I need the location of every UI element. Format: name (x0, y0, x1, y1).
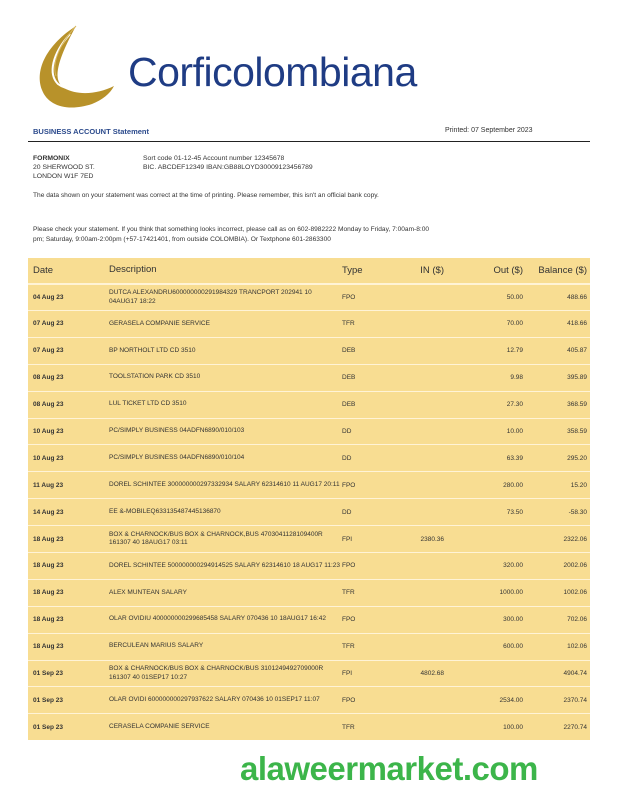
cell-description: OLAR OVIDI 600000000297937622 SALARY 070436 10 01SEP17 11:07 (109, 696, 320, 704)
cell-out: 300.00 (503, 616, 523, 624)
table-row (28, 364, 590, 391)
cell-description: ALEX MUNTEAN SALARY (109, 588, 187, 596)
cell-balance: 2370.74 (563, 696, 587, 704)
cell-out: 100.00 (503, 723, 523, 731)
table-row (28, 498, 590, 525)
table-row (28, 284, 590, 310)
swoosh-logo-icon (28, 24, 138, 114)
header-divider (28, 141, 590, 142)
cell-date: 08 Aug 23 (33, 374, 64, 382)
cell-balance: 368.59 (567, 401, 587, 409)
cell-in: 2380.36 (420, 535, 444, 543)
cell-type: FPO (342, 481, 356, 489)
cell-description: DUTCA ALEXANDRU600000000291984329 TRANCPORT 202941 10 04AUG17 18:22 (109, 289, 312, 305)
cell-type: FPO (342, 696, 356, 704)
table-row (28, 471, 590, 498)
cell-balance: 488.66 (567, 294, 587, 301)
cell-out: 50.00 (506, 294, 523, 301)
cell-date: 18 Aug 23 (33, 589, 64, 597)
cell-type: FPO (342, 616, 356, 624)
table-row (28, 444, 590, 471)
cell-type: DD (342, 454, 352, 462)
cell-date: 10 Aug 23 (33, 428, 64, 435)
transactions-table (28, 258, 590, 740)
account-address (33, 154, 95, 181)
cell-balance: 702.06 (567, 616, 587, 624)
cell-description: OLAR OVIDIU 400000000299685458 SALARY 070436 10 18AUG17 16:42 (109, 615, 326, 623)
table-row (28, 633, 590, 660)
cell-type: FPI (342, 535, 353, 543)
watermark-text: alaweermarket.com (240, 750, 538, 787)
cell-date: 18 Aug 23 (33, 643, 64, 651)
cell-type: DD (342, 428, 352, 435)
cell-out: 12.79 (506, 347, 523, 355)
cell-date: 18 Aug 23 (33, 535, 64, 543)
cell-type: DEB (342, 374, 356, 382)
cell-balance: 395.89 (567, 374, 587, 382)
table-row (28, 391, 590, 418)
cell-type: TFR (342, 589, 355, 597)
cell-balance: -58.30 (568, 508, 587, 516)
cell-type: FPO (342, 294, 356, 301)
cell-out: 9.98 (510, 374, 523, 382)
cell-balance: 4904.74 (563, 670, 587, 678)
cell-description: BOX & CHARNOCK/BUS BOX & CHARNOCK/BUS 3101249492709000R 161307 40 01SEP17 10:27 (109, 665, 324, 681)
table-row (28, 310, 590, 337)
table-row (28, 525, 590, 552)
cell-date: 14 Aug 23 (33, 508, 64, 516)
cell-balance: 2270.74 (563, 723, 587, 731)
cell-out: 10.00 (506, 428, 523, 435)
cell-type: TFR (342, 320, 355, 328)
statement-title: BUSINESS ACCOUNT Statement (33, 127, 149, 136)
cell-date: 07 Aug 23 (33, 347, 64, 355)
cell-date: 18 Aug 23 (33, 616, 64, 624)
cell-description: BP NORTHOLT LTD CD 3510 (109, 346, 196, 354)
cell-balance: 15.20 (570, 481, 587, 489)
account-name: FORMONIX (33, 155, 70, 162)
cell-date: 04 Aug 23 (33, 294, 64, 301)
header-type: Type (342, 265, 363, 276)
cell-description: TOOLSTATION PARK CD 3510 (109, 373, 201, 381)
accuracy-note: The data shown on your statement was correct at the time of printing. Please remember, this isn't an official bank copy. (33, 192, 379, 199)
cell-description: BERCULEAN MARIUS SALARY (109, 642, 204, 650)
sort-code-line: Sort code 01-12-45 Account number 12345678 (143, 155, 285, 162)
cell-type: DEB (342, 401, 356, 409)
cell-date: 01 Sep 23 (33, 696, 63, 704)
cell-balance: 102.06 (567, 643, 587, 651)
header-out: Out ($) (493, 265, 523, 276)
cell-out: 63.39 (506, 454, 523, 462)
cell-out: 1000.00 (499, 589, 523, 597)
cell-description: CERASELA COMPANIE SERVICE (109, 723, 210, 731)
cell-date: 07 Aug 23 (33, 320, 64, 328)
cell-balance: 295.20 (567, 454, 587, 462)
cell-description: DOREL SCHINTEE 300000000297332934 SALARY 62314610 11 AUG17 20:11 (109, 481, 340, 489)
cell-balance: 1002.06 (563, 589, 587, 597)
table-row (28, 713, 590, 740)
cell-out: 280.00 (503, 481, 523, 489)
table-row (28, 686, 590, 713)
header-balance: Balance ($) (538, 265, 587, 276)
cell-description: EE &-MOBILEQ633135487445136870 (109, 507, 221, 515)
cell-description: PC/SIMPLY BUSINESS 04ADFN6890/010/103 (109, 427, 245, 435)
cell-date: 11 Aug 23 (33, 481, 64, 489)
table-row (28, 606, 590, 633)
header-in: IN ($) (420, 265, 444, 276)
cell-description: GERASELA COMPANIE SERVICE (109, 319, 210, 327)
cell-balance: 405.87 (567, 347, 587, 355)
cell-out: 320.00 (503, 562, 523, 570)
cell-type: DEB (342, 347, 356, 355)
table-row (28, 337, 590, 364)
cell-balance: 418.66 (567, 320, 587, 328)
cell-out: 2534.00 (499, 696, 523, 704)
cell-type: TFR (342, 643, 355, 651)
brand-name: Corficolombiana (128, 49, 417, 95)
cell-balance: 2322.06 (563, 535, 587, 543)
cell-out: 70.00 (506, 320, 523, 328)
table-row (28, 552, 590, 579)
cell-description: PC/SIMPLY BUSINESS 04ADFN6890/010/104 (109, 454, 245, 462)
header-description: Description (109, 264, 157, 276)
printed-date: Printed: 07 September 2023 (445, 127, 533, 134)
table-row (28, 660, 590, 687)
cell-date: 01 Sep 23 (33, 723, 63, 731)
cell-description: DOREL SCHINTEE 500000000294914525 SALARY 62314610 18 AUG17 11:23 (109, 561, 341, 569)
cell-in: 4802.68 (420, 670, 444, 678)
table-row (28, 579, 590, 606)
cell-type: TFR (342, 723, 355, 731)
cell-type: FPI (342, 670, 353, 678)
cell-out: 600.00 (503, 643, 523, 651)
table-header (28, 258, 590, 284)
account-details (143, 154, 313, 172)
cell-type: FPO (342, 562, 356, 570)
bic-iban-line: BIC. ABCDEF12349 IBAN:GB88LOYD30009123456789 (143, 164, 313, 171)
cell-date: 08 Aug 23 (33, 401, 64, 409)
cell-balance: 358.59 (567, 428, 587, 435)
cell-date: 01 Sep 23 (33, 670, 63, 678)
address-line-1: 20 SHERWOOD ST. (33, 164, 95, 171)
header-date: Date (33, 265, 54, 276)
cell-out: 73.50 (506, 508, 523, 516)
contact-note: Please check your statement. If you think that something looks incorrect, please call as on 602-8982222 Monday to Friday, 7:00am-8:00 pm; Saturday, 9:00am-2:00pm (+57-17421401, from outside COLOMBIA). Or Textphone 601-2863300 (33, 226, 430, 243)
cell-description: BOX & CHARNOCK/BUS BOX & CHARNOCK,BUS 4703041128109400R 161307 40 18AUG17 03:11 (109, 530, 323, 547)
cell-description: LUL TICKET LTD CD 3510 (109, 400, 187, 408)
cell-date: 18 Aug 23 (33, 562, 64, 570)
address-line-2: LONDON W1F 7ED (33, 173, 94, 180)
table-row (28, 418, 590, 445)
cell-type: DD (342, 508, 352, 516)
cell-date: 10 Aug 23 (33, 454, 64, 462)
cell-out: 27.30 (506, 401, 523, 409)
cell-balance: 2002.06 (563, 562, 587, 570)
